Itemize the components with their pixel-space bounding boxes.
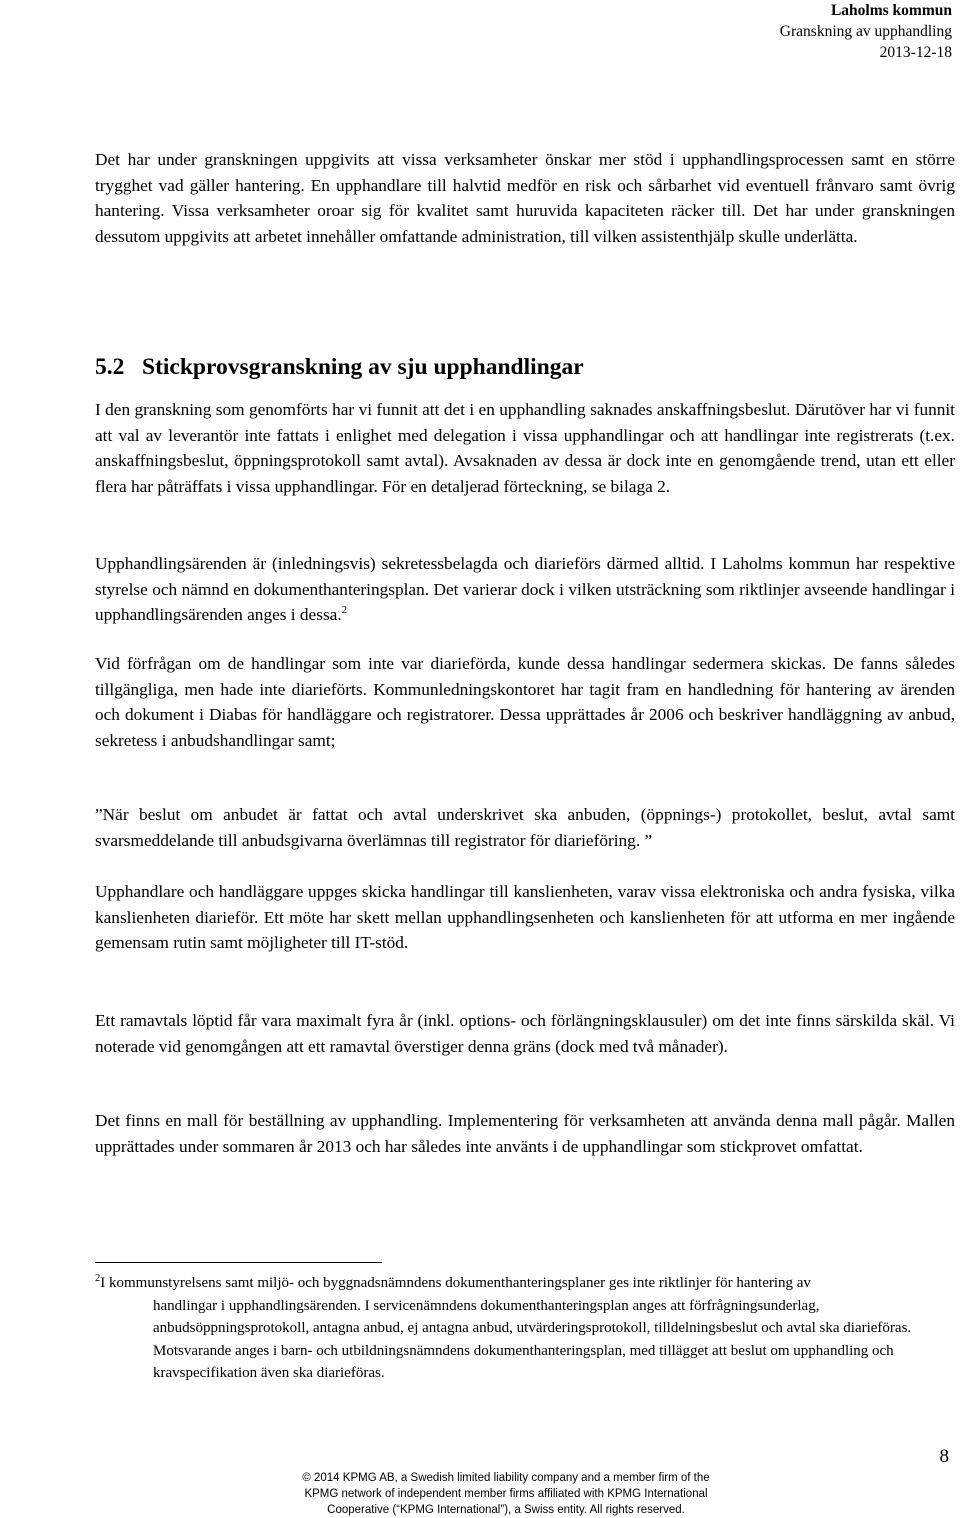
paragraph-text: Upphandlingsärenden är (inledningsvis) sekretessbelagda och diarieförs därmed alltid. I Laholms kommun har respektive styrelse och nämnd en dokumenthanteringsplan. Det varierar dock i vilken utsträckning som riktlinjer avseende handlingar i upphandlingsärenden anges i dessa.: [95, 554, 955, 624]
body-paragraph: Vid förfrågan om de handlingar som inte var diarieförda, kunde dessa handlingar sedermera skickas. De fanns således tillgängliga, men hade inte diarieförts. Kommunledningskontoret har tagit fram en handledning för hantering av ärenden och dokument i Diabas för handläggare och registratorer. Dessa upprättades år 2006 och beskriver handläggning av anbud, sekretess i anbudshandlingar samt;: [95, 654, 955, 750]
header-date: 2013-12-18: [879, 44, 952, 61]
footnote-divider: [95, 1262, 382, 1263]
intro-paragraph: [95, 147, 955, 249]
footnote: [95, 1272, 955, 1385]
header-organization: Laholms kommun: [830, 2, 952, 19]
body-paragraph: [95, 551, 955, 628]
quote-text: När beslut om anbudet är fattat och avtal underskrivet ska anbuden, (öppnings-) protokollet, beslut, avtal samt svarsmeddelande till anbudsgivarna överlämnas till registrator för diarieföring.: [95, 805, 955, 850]
copyright-line: KPMG network of independent member firms affiliated with KPMG International: [304, 1488, 708, 1500]
body-paragraph: Upphandlare och handläggare uppges skicka handlingar till kanslienheten, varav vissa elektroniska och andra fysiska, vilka kanslienheten diarieför. Ett möte har skett mellan upphandlingsenheten och kanslienheten för att utforma en mer ingående gemensam rutin samt möjligheter till IT-stöd.: [95, 882, 955, 952]
page-header: [780, 0, 952, 63]
page-number: 8: [939, 1446, 949, 1467]
footnote-continuation: handlingar i upphandlingsärenden. I servicenämndens dokumenthanteringsplan anges att förfrågningsunderlag, anbudsöppningsprotokoll, antagna anbud, ej antagna anbud, utvärderingsprotokoll, tilldelningsbeslut och avtal ska diarieföras. Motsvarande anges i barn- och utbildningsnämndens dokumenthanteringsplan, med tillägget att beslut om upphandling och kravspecifikation även ska diarieföras.: [153, 1297, 912, 1381]
footnote-reference: 2: [341, 604, 348, 616]
body-paragraph: Det finns en mall för beställning av upphandling. Implementering för verksamheten att använda denna mall pågår. Mallen upprättades under sommaren år 2013 och har således inte använts i de upphandlingar som stickprovet omfattat.: [95, 1111, 955, 1156]
close-quote-mark: ”: [640, 830, 653, 850]
body-paragraph: I den granskning som genomförts har vi funnit att det i en upphandling saknades anskaffningsbeslut. Därutöver har vi funnit att val av leverantör inte fattats i enlighet med delegation i vissa upphandlingar och att handlingar inte registrerats (t.ex. anskaffningsbeslut, öppningsprotokoll samt avtal). Avsaknaden av dessa är dock inte en genomgående trend, utan ett eller flera har påträffats i vissa upphandlingar. För en detaljerad förteckning, se bilaga 2.: [95, 400, 955, 496]
section-title: Stickprovsgranskning av sju upphandlingar: [142, 354, 584, 380]
body-paragraph: Ett ramavtals löptid får vara maximalt fyra år (inkl. options- och förlängningsklausuler) om det inte finns särskilda skäl. Vi noterade vid genomgången att ett ramavtal överstiger denna gräns (dock med två månader).: [95, 1011, 955, 1056]
block-quote: [95, 802, 955, 853]
copyright-line: © 2014 KPMG AB, a Swedish limited liability company and a member firm of the: [302, 1472, 710, 1484]
section-number: 5.2: [95, 354, 125, 380]
intro-text-part-2: Det har under granskningen dessutom uppgivits att arbetet innehåller omfattande administration, till vilken assistenthjälp skulle underlätta.: [95, 201, 955, 246]
section-heading: [95, 352, 584, 382]
intro-text-part-1: Det har under granskningen uppgivits att vissa verksamheter önskar mer stöd i upphandlingsprocessen samt en större trygghet vad gäller hantering. En upphandlare till halvtid medför en risk och sårbarhet vid eventuell frånvaro samt övrig hantering. Vissa verksamheter oroar sig för kvalitet samt huruvida kapaciteten räcker till.: [95, 150, 955, 220]
header-report-title: Granskning av upphandling: [779, 23, 952, 40]
footnote-number: 2: [95, 1273, 101, 1284]
open-quote-mark: ”: [95, 805, 103, 824]
copyright-notice: [0, 1470, 960, 1518]
copyright-line: Cooperative (“KPMG International”), a Swiss entity. All rights reserved.: [327, 1504, 685, 1516]
footnote-first-line: I kommunstyrelsens samt miljö- och byggnadsnämndens dokumenthanteringsplaner ges inte riktlinjer för hantering av: [100, 1275, 811, 1291]
